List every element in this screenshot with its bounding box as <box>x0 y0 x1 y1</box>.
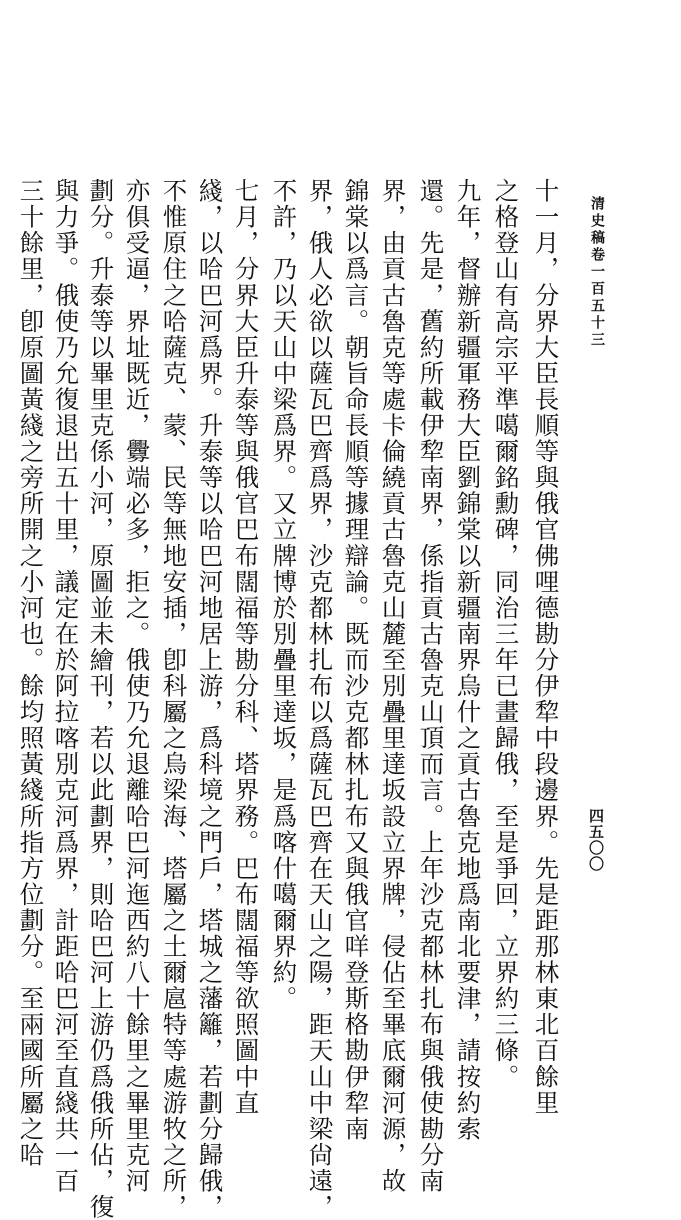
page-number: 四五〇〇 <box>587 808 605 872</box>
text-column: 十一月，分界大臣長順等與俄官佛哩德勘分伊犂中段邊界。先是距那林東北百餘里 <box>531 178 561 1116</box>
text-column: 不許，乃以天山中梁爲界。又立牌博於別疊里達坂，是爲喀什噶爾界約。 <box>269 178 299 1012</box>
text-column: 界，俄人必欲以薩瓦巴齊爲界，沙克都林扎布以爲薩瓦巴齊在天山之陽，距天山中梁尙遠， <box>305 178 335 1220</box>
text-column: 錦棠以爲言。朝旨命長順等據理辯論。既而沙克都林扎布又與俄官咩登斯格勘伊犂南 <box>341 178 371 1142</box>
running-header-title: 清史稿卷一百五十三 <box>589 196 605 349</box>
text-column: 九年，督辦新疆軍務大臣劉錦棠以新疆南界烏什之貢古魯克地爲南北要津，請按約索 <box>453 178 483 1142</box>
text-column: 與力爭。俄使乃允復退出五十里，議定在於阿拉喀別克河爲界，計距哈巴河至直綫共一百 <box>51 178 81 1194</box>
text-column: 劃分。升泰等以畢里克係小河，原圖並未繪刊，若以此劃界，則哈巴河上游仍爲俄所佔，復 <box>86 178 116 1220</box>
text-column: 三十餘里，卽原圖黃綫之旁所開之小河也。餘均照黃綫所指方位劃分。至兩國所屬之哈 <box>16 178 46 1168</box>
text-column: 七月，分界大臣升泰等與俄官巴布闊福等勘分科、塔界務。巴布闊福等欲照圖中直 <box>231 178 261 1116</box>
text-column: 亦俱受逼，界址既近，釁端必多，拒之。俄使乃允退離哈巴河迤西約八十餘里之畢里克河 <box>122 178 152 1194</box>
text-column: 之格登山有高宗平準噶爾銘勳碑，同治三年已畫歸俄，至是爭回，立界約三條。 <box>491 178 521 1090</box>
text-column: 還。先是，舊約所載伊犂南界，係指貢古魯克山頂而言。上年沙克都林扎布與俄使勘分南 <box>416 178 446 1194</box>
text-column: 不惟原住之哈薩克、蒙、民等無地安插，卽科屬之烏梁海、塔屬之土爾扈特等處游牧之所， <box>159 178 189 1220</box>
text-column: 綫，以哈巴河爲界。升泰等以哈巴河地居上游，爲科境之門戶，塔城之藩籬，若劃分歸俄， <box>195 178 225 1220</box>
text-column: 界，由貢古魯克等處卡倫繞貢古魯克山麓至別疊里達坂設立界牌，侵佔至畢底爾河源，故 <box>378 178 408 1194</box>
